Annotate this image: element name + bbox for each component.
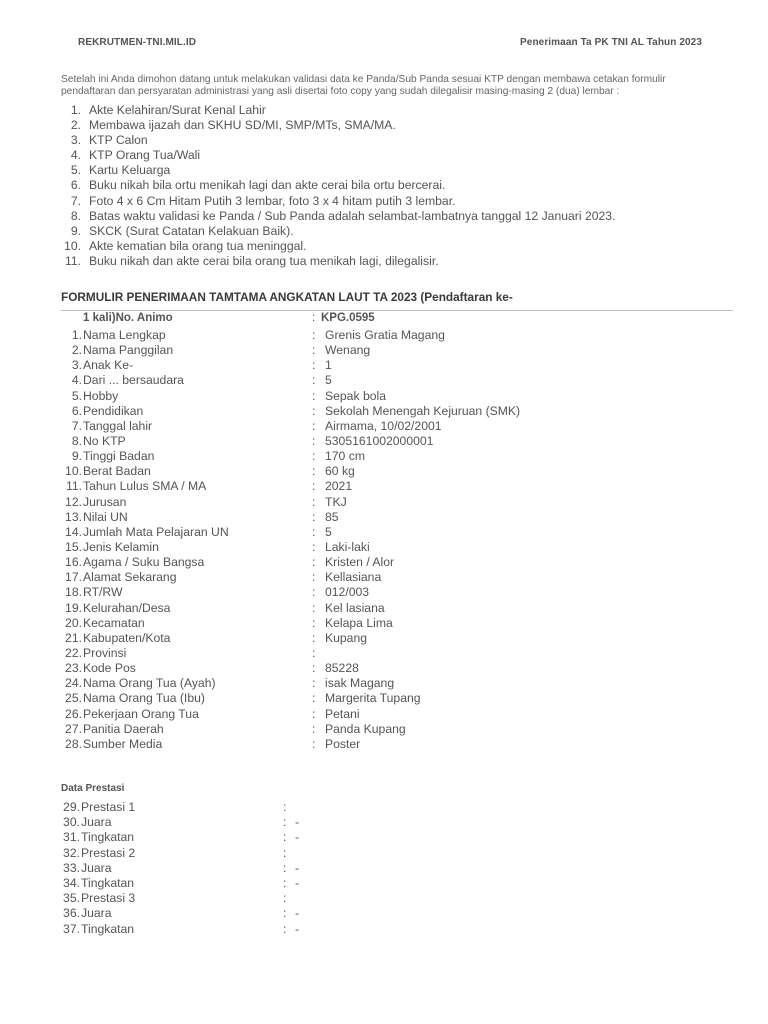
field-number: 16. — [65, 555, 82, 570]
animo-row — [61, 312, 741, 327]
field-row — [61, 691, 741, 706]
field-row — [61, 495, 741, 510]
colon: : — [283, 875, 287, 890]
colon: : — [312, 509, 316, 524]
item-text: SKCK (Surat Catatan Kelakuan Baik). — [89, 223, 294, 238]
item-text: Buku nikah dan akte cerai bila orang tua menikah lagi, dilegalisir. — [89, 253, 439, 268]
item-number: 8. — [70, 208, 81, 223]
field-number: 8. — [71, 433, 82, 448]
field-value: 5 — [325, 524, 332, 539]
item-text: Akte Kelahiran/Surat Kenal Lahir — [89, 103, 266, 117]
field-value: 60 kg — [325, 464, 355, 479]
colon: : — [312, 600, 316, 615]
field-value: Laki-laki — [325, 539, 370, 554]
colon: : — [283, 815, 287, 830]
field-label: Kelurahan/Desa — [83, 600, 171, 615]
prestasi-row — [61, 830, 741, 845]
colon: : — [312, 661, 316, 676]
field-number: 24. — [65, 676, 82, 691]
field-label: Berat Badan — [83, 464, 151, 479]
field-label: Kode Pos — [83, 661, 136, 676]
colon: : — [312, 691, 316, 706]
field-number: 33. — [63, 860, 80, 875]
item-text: Kartu Keluarga — [89, 163, 171, 178]
field-label: Panitia Daerah — [83, 721, 164, 736]
field-value: Margerita Tupang — [325, 691, 421, 706]
colon: : — [312, 343, 316, 358]
field-row — [61, 328, 741, 343]
colon: : — [312, 555, 316, 570]
field-number: 3. — [71, 358, 82, 373]
field-value: - — [295, 921, 300, 936]
colon: : — [312, 524, 316, 539]
list-item — [61, 103, 731, 118]
list-item — [61, 194, 731, 209]
field-label: No KTP — [83, 433, 126, 448]
field-value: Sekolah Menengah Kejuruan (SMK) — [325, 403, 521, 418]
field-label: Jenis Kelamin — [83, 539, 159, 554]
field-label: Prestasi 3 — [81, 891, 136, 906]
prestasi-row — [61, 861, 741, 876]
item-text: Membawa ijazah dan SKHU SD/MI, SMP/MTs, SMA/MA. — [89, 118, 396, 133]
item-number: 5. — [70, 163, 81, 178]
field-row — [61, 646, 741, 661]
colon: : — [312, 645, 316, 660]
field-row — [61, 510, 741, 525]
field-label: Prestasi 2 — [81, 845, 136, 860]
field-number: 1. — [71, 328, 82, 342]
field-number: 20. — [65, 615, 82, 630]
intro-paragraph: Setelah ini Anda dimohon datang untuk melakukan validasi data ke Panda/Sub Panda sesuai KTP dengan membawa cetakan formulir pendaftaran dan persyaratan administrasi yang asli disertai foto copy yang sudah dilegalisir masing-masing 2 (dua) lembar : — [61, 74, 666, 97]
item-text: KTP Calon — [89, 133, 148, 148]
colon: : — [312, 570, 316, 585]
field-value: Poster — [325, 736, 361, 751]
field-number: 18. — [65, 585, 82, 600]
colon: : — [283, 800, 287, 814]
field-label: Pendidikan — [83, 403, 144, 418]
item-number: 9. — [70, 223, 81, 238]
list-item — [61, 133, 731, 148]
colon: : — [312, 479, 316, 494]
colon: : — [312, 449, 316, 464]
field-number: 9. — [71, 449, 82, 464]
field-label: Hobby — [83, 388, 119, 403]
colon: : — [283, 830, 287, 845]
field-row — [61, 373, 741, 388]
field-value: Airmama, 10/02/2001 — [325, 418, 442, 433]
item-number: 11. — [64, 253, 81, 268]
field-number: 21. — [65, 630, 82, 645]
colon: : — [312, 312, 316, 324]
field-number: 12. — [65, 494, 82, 509]
field-label: Nama Orang Tua (Ayah) — [83, 676, 216, 691]
field-row — [61, 449, 741, 464]
field-value: - — [295, 906, 300, 921]
field-number: 36. — [63, 906, 80, 921]
field-label: Anak Ke- — [83, 358, 134, 373]
list-item — [61, 163, 731, 178]
field-row — [61, 434, 741, 449]
field-row — [61, 419, 741, 434]
colon: : — [283, 860, 287, 875]
field-row — [61, 540, 741, 555]
field-row — [61, 676, 741, 691]
field-value: Wenang — [325, 343, 371, 358]
list-item — [61, 148, 731, 163]
field-number: 27. — [65, 721, 82, 736]
field-value: isak Magang — [325, 676, 395, 691]
field-value: 85228 — [325, 661, 359, 676]
field-number: 17. — [65, 570, 82, 585]
item-number: 3. — [70, 133, 81, 148]
field-label: Juara — [81, 860, 112, 875]
field-label: Nilai UN — [83, 509, 128, 524]
field-label: Jumlah Mata Pelajaran UN — [83, 524, 229, 539]
field-number: 15. — [65, 539, 82, 554]
field-value: Kel lasiana — [325, 600, 385, 615]
field-label: Kecamatan — [83, 615, 145, 630]
item-text: Akte kematian bila orang tua meninggal. — [89, 238, 307, 253]
item-number: 1. — [70, 103, 81, 117]
field-row — [61, 707, 741, 722]
item-text: KTP Orang Tua/Wali — [89, 148, 201, 163]
prestasi-row — [61, 846, 741, 861]
field-number: 22. — [65, 645, 82, 660]
item-text: Foto 4 x 6 Cm Hitam Putih 3 lembar, foto 3 x 4 hitam putih 3 lembar. — [89, 193, 456, 208]
field-value: 85 — [325, 509, 339, 524]
colon: : — [312, 373, 316, 388]
field-number: 32. — [63, 845, 80, 860]
item-number: 2. — [70, 118, 81, 133]
colon: : — [312, 388, 316, 403]
field-value: 2021 — [325, 479, 353, 494]
field-label: Agama / Suku Bangsa — [83, 555, 205, 570]
colon: : — [312, 494, 316, 509]
prestasi-row — [61, 876, 741, 891]
list-item — [61, 224, 731, 239]
field-label: Tanggal lahir — [83, 418, 153, 433]
field-value: 5305161002000001 — [325, 433, 434, 448]
field-value: - — [295, 860, 300, 875]
item-text: Batas waktu validasi ke Panda / Sub Panda adalah selambat-lambatnya tanggal 12 Januari 2023. — [89, 208, 616, 223]
field-value: Grenis Gratia Magang — [325, 328, 445, 342]
colon: : — [283, 891, 287, 906]
list-item — [61, 254, 731, 269]
field-row — [61, 722, 741, 737]
field-label: Nama Lengkap — [83, 328, 166, 342]
colon: : — [312, 328, 316, 342]
colon: : — [312, 721, 316, 736]
field-value: Kupang — [325, 630, 368, 645]
field-number: 4. — [71, 373, 82, 388]
field-number: 13. — [65, 509, 82, 524]
field-row — [61, 601, 741, 616]
field-value: Petani — [325, 706, 360, 721]
prestasi-fields — [61, 800, 741, 937]
colon: : — [283, 921, 287, 936]
field-number: 28. — [65, 736, 82, 751]
field-number: 37. — [63, 921, 80, 936]
field-number: 23. — [65, 661, 82, 676]
requirements-list — [61, 103, 731, 269]
field-value: - — [295, 875, 300, 890]
field-value: Kristen / Alor — [325, 555, 395, 570]
field-row — [61, 389, 741, 404]
field-number: 31. — [63, 830, 80, 845]
prestasi-row — [61, 800, 741, 815]
field-number: 10. — [65, 464, 82, 479]
colon: : — [312, 358, 316, 373]
field-label: Alamat Sekarang — [83, 570, 177, 585]
field-value: 012/003 — [325, 585, 370, 600]
colon: : — [312, 676, 316, 691]
colon: : — [283, 906, 287, 921]
field-value: 5 — [325, 373, 332, 388]
colon: : — [312, 736, 316, 751]
field-row — [61, 661, 741, 676]
prestasi-row — [61, 891, 741, 906]
item-text: Buku nikah bila ortu menikah lagi dan akte cerai bila ortu bercerai. — [89, 178, 446, 193]
field-row — [61, 464, 741, 479]
field-label: Provinsi — [83, 645, 127, 660]
field-row — [61, 570, 741, 585]
field-value: Kellasiana — [325, 570, 382, 585]
field-label: Pekerjaan Orang Tua — [83, 706, 199, 721]
field-number: 34. — [63, 875, 80, 890]
field-label: Jurusan — [83, 494, 127, 509]
field-number: 35. — [63, 891, 80, 906]
field-value: - — [295, 815, 300, 830]
field-row — [61, 555, 741, 570]
list-item — [61, 118, 731, 133]
field-value: Sepak bola — [325, 388, 386, 403]
field-label: Juara — [81, 906, 112, 921]
form-title: FORMULIR PENERIMAAN TAMTAMA ANGKATAN LAUT TA 2023 (Pendaftaran ke- — [61, 290, 513, 304]
field-number: 5. — [71, 388, 82, 403]
item-number: 10. — [64, 238, 81, 253]
field-value: 1 — [325, 358, 332, 373]
field-number: 6. — [71, 403, 82, 418]
field-label: Kabupaten/Kota — [83, 630, 171, 645]
field-number: 26. — [65, 706, 82, 721]
field-number: 7. — [71, 418, 82, 433]
field-value: 170 cm — [325, 449, 365, 464]
site-header-right: Penerimaan Ta PK TNI AL Tahun 2023 — [520, 37, 702, 48]
form-fields — [61, 328, 741, 752]
item-number: 7. — [70, 193, 81, 208]
colon: : — [312, 539, 316, 554]
field-label: Nama Panggilan — [83, 343, 174, 358]
field-row — [61, 616, 741, 631]
field-row — [61, 737, 741, 752]
field-number: 25. — [65, 691, 82, 706]
colon: : — [312, 615, 316, 630]
field-row — [61, 585, 741, 600]
prestasi-row — [61, 922, 741, 937]
field-number: 14. — [65, 524, 82, 539]
colon: : — [312, 464, 316, 479]
prestasi-row — [61, 815, 741, 830]
list-item — [61, 209, 731, 224]
field-number: 29. — [63, 800, 80, 814]
item-number: 4. — [70, 148, 81, 163]
field-value: TKJ — [325, 494, 347, 509]
field-row — [61, 404, 741, 419]
field-number: 30. — [63, 815, 80, 830]
field-label: RT/RW — [83, 585, 123, 600]
field-label: Sumber Media — [83, 736, 163, 751]
field-label: Juara — [81, 815, 112, 830]
field-number: 2. — [71, 343, 82, 358]
field-label: Nama Orang Tua (Ibu) — [83, 691, 205, 706]
field-label: Tingkatan — [81, 921, 135, 936]
field-row — [61, 358, 741, 373]
prestasi-row — [61, 906, 741, 921]
animo-value: KPG.0595 — [321, 312, 375, 324]
item-number: 6. — [70, 178, 81, 193]
field-number: 19. — [65, 600, 82, 615]
colon: : — [312, 433, 316, 448]
field-label: Tinggi Badan — [83, 449, 155, 464]
field-number: 11. — [65, 479, 82, 494]
field-row — [61, 343, 741, 358]
field-value: Kelapa Lima — [325, 615, 393, 630]
field-label: Tingkatan — [81, 830, 135, 845]
field-row — [61, 631, 741, 646]
prestasi-title: Data Prestasi — [61, 783, 125, 794]
field-value: Panda Kupang — [325, 721, 406, 736]
field-value: - — [295, 830, 300, 845]
colon: : — [283, 845, 287, 860]
animo-label: 1 kali)No. Animo — [83, 312, 173, 324]
list-item — [61, 178, 731, 193]
colon: : — [312, 418, 316, 433]
colon: : — [312, 706, 316, 721]
field-label: Dari ... bersaudara — [83, 373, 184, 388]
field-label: Tingkatan — [81, 875, 135, 890]
list-item — [61, 239, 731, 254]
colon: : — [312, 585, 316, 600]
field-label: Tahun Lulus SMA / MA — [83, 479, 207, 494]
divider — [61, 310, 733, 311]
colon: : — [312, 403, 316, 418]
field-row — [61, 525, 741, 540]
field-row — [61, 479, 741, 494]
field-label: Prestasi 1 — [81, 800, 136, 814]
site-header-left: REKRUTMEN-TNI.MIL.ID — [78, 37, 197, 48]
colon: : — [312, 630, 316, 645]
